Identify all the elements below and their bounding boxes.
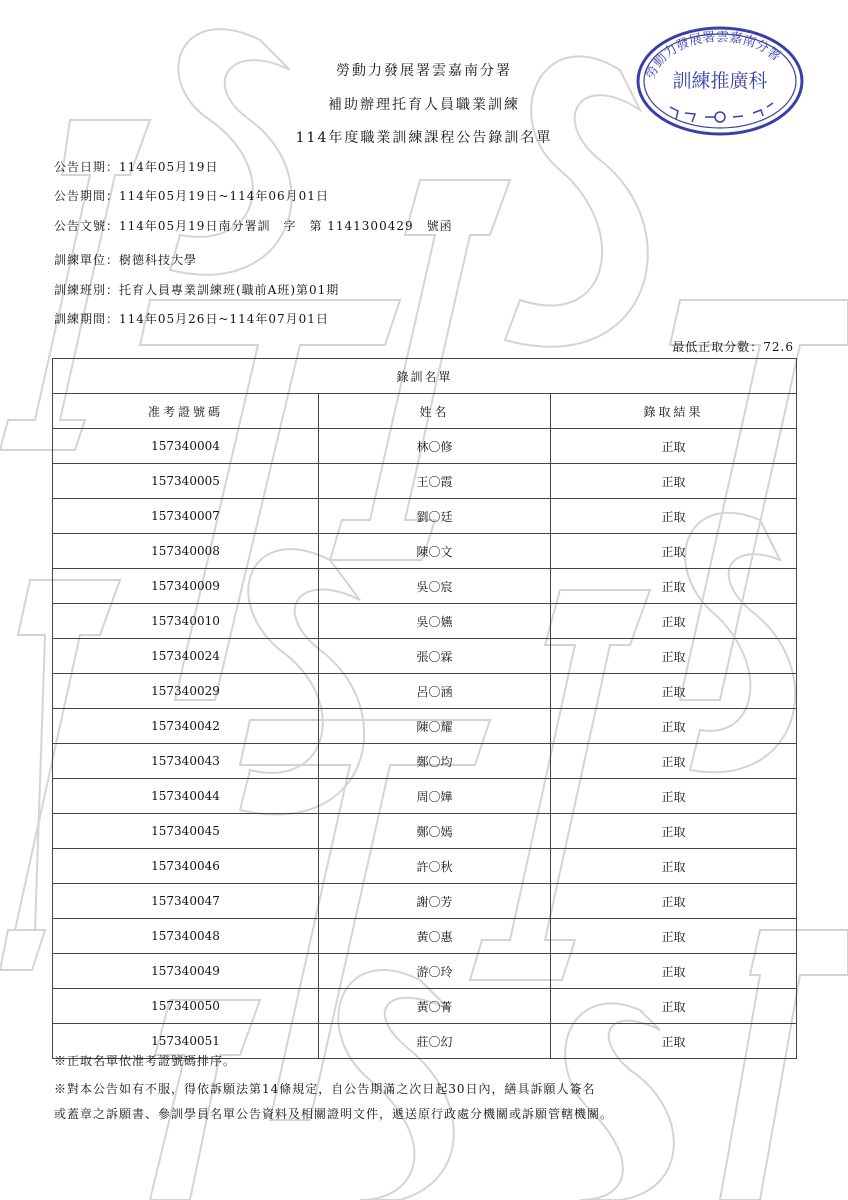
table-row: [53, 814, 797, 849]
table-row: [53, 919, 797, 954]
cell-result: 正取: [551, 779, 797, 814]
note-sort-order: ※正取名單依准考證號碼排序。: [54, 1054, 237, 1068]
cell-exam-number: 157340009: [53, 569, 319, 604]
seal-bottom-glyphs: [670, 103, 773, 122]
table-row: [53, 534, 797, 569]
cell-result: 正取: [551, 604, 797, 639]
table-header-row: [53, 394, 797, 429]
cell-name: 謝〇芳: [319, 884, 551, 919]
cell-exam-number: 157340005: [53, 464, 319, 499]
cell-exam-number: 157340051: [53, 1024, 319, 1059]
announce-doc-number: 公告文號：114年05月19日南分署訓 字 第 1141300429 號函: [54, 219, 453, 233]
cell-result: 正取: [551, 639, 797, 674]
cell-name: 王〇霞: [319, 464, 551, 499]
cell-name: 陳〇耀: [319, 709, 551, 744]
announce-date: 公告日期：114年05月19日: [54, 160, 219, 174]
cell-result: 正取: [551, 814, 797, 849]
table-row: [53, 744, 797, 779]
cell-name: 吳〇宸: [319, 569, 551, 604]
cell-name: 張〇霖: [319, 639, 551, 674]
table-row: [53, 464, 797, 499]
note-appeal-line-1: ※對本公告如有不服，得依訴願法第14條規定，自公告期滿之次日起30日內，繕具訴願人簽名: [54, 1082, 596, 1096]
table-row: [53, 674, 797, 709]
cell-exam-number: 157340047: [53, 884, 319, 919]
table-row: [53, 429, 797, 464]
cell-name: 游〇玲: [319, 954, 551, 989]
table-row: [53, 849, 797, 884]
cell-result: 正取: [551, 569, 797, 604]
agency-seal: [635, 25, 805, 137]
cell-exam-number: 157340029: [53, 674, 319, 709]
seal-arc-text: 勞動力發展署雲嘉南分署: [643, 29, 784, 82]
agency-name: 勞動力發展署雲嘉南分署: [336, 63, 512, 79]
class-name: 訓練班別：托育人員專業訓練班(職前A班)第01期: [54, 283, 340, 297]
announce-period: 公告期間：114年05月19日~114年06月01日: [54, 189, 329, 203]
cell-name: 周〇嬅: [319, 779, 551, 814]
table-row: [53, 884, 797, 919]
cell-exam-number: 157340043: [53, 744, 319, 779]
cell-result: 正取: [551, 744, 797, 779]
cell-name: 呂〇涵: [319, 674, 551, 709]
cell-exam-number: 157340042: [53, 709, 319, 744]
cell-exam-number: 157340024: [53, 639, 319, 674]
cell-name: 許〇秋: [319, 849, 551, 884]
cell-result: 正取: [551, 674, 797, 709]
cell-result: 正取: [551, 534, 797, 569]
seal-center-text: 訓練推廣科: [672, 70, 768, 92]
cell-result: 正取: [551, 919, 797, 954]
table-row: [53, 569, 797, 604]
cell-name: 吳〇嬿: [319, 604, 551, 639]
cell-name: 林〇修: [319, 429, 551, 464]
header-name: 姓名: [319, 394, 551, 429]
table-row: [53, 639, 797, 674]
cell-result: 正取: [551, 464, 797, 499]
cell-result: 正取: [551, 1024, 797, 1059]
cell-result: 正取: [551, 499, 797, 534]
header-result: 錄取結果: [551, 394, 797, 429]
cell-name: 鄭〇均: [319, 744, 551, 779]
cell-exam-number: 157340044: [53, 779, 319, 814]
cell-result: 正取: [551, 429, 797, 464]
table-row: [53, 709, 797, 744]
cell-result: 正取: [551, 954, 797, 989]
table-row: [53, 604, 797, 639]
cell-name: 鄭〇嫣: [319, 814, 551, 849]
program-name: 補助辦理托育人員職業訓練: [328, 97, 520, 113]
cell-exam-number: 157340045: [53, 814, 319, 849]
cell-name: 莊〇幻: [319, 1024, 551, 1059]
min-score: 最低正取分數：72.6: [672, 340, 794, 354]
table-row: [53, 779, 797, 814]
note-appeal-line-2: 或蓋章之訴願書、參訓學員名單公告資料及相關證明文件，遞送原行政處分機關或訴願管轄機關。: [54, 1107, 614, 1121]
cell-result: 正取: [551, 849, 797, 884]
table-row: [53, 989, 797, 1024]
cell-exam-number: 157340049: [53, 954, 319, 989]
cell-name: 劉〇廷: [319, 499, 551, 534]
cell-name: 黃〇菁: [319, 989, 551, 1024]
cell-result: 正取: [551, 884, 797, 919]
cell-name: 黃〇惠: [319, 919, 551, 954]
cell-exam-number: 157340004: [53, 429, 319, 464]
table-caption: 錄訓名單: [53, 359, 797, 394]
header-exam-number: 准考證號碼: [53, 394, 319, 429]
cell-name: 陳〇文: [319, 534, 551, 569]
page-title: 114年度職業訓練課程公告錄訓名單: [295, 130, 553, 146]
cell-exam-number: 157340008: [53, 534, 319, 569]
table-row: [53, 954, 797, 989]
cell-exam-number: 157340048: [53, 919, 319, 954]
training-period: 訓練期間：114年05月26日~114年07月01日: [54, 312, 329, 326]
table-row: [53, 499, 797, 534]
roster-table: [52, 358, 797, 1059]
cell-result: 正取: [551, 709, 797, 744]
cell-exam-number: 157340050: [53, 989, 319, 1024]
cell-exam-number: 157340007: [53, 499, 319, 534]
table-caption-row: [53, 359, 797, 394]
cell-exam-number: 157340010: [53, 604, 319, 639]
training-unit: 訓練單位：樹德科技大學: [54, 253, 198, 267]
cell-result: 正取: [551, 989, 797, 1024]
cell-exam-number: 157340046: [53, 849, 319, 884]
